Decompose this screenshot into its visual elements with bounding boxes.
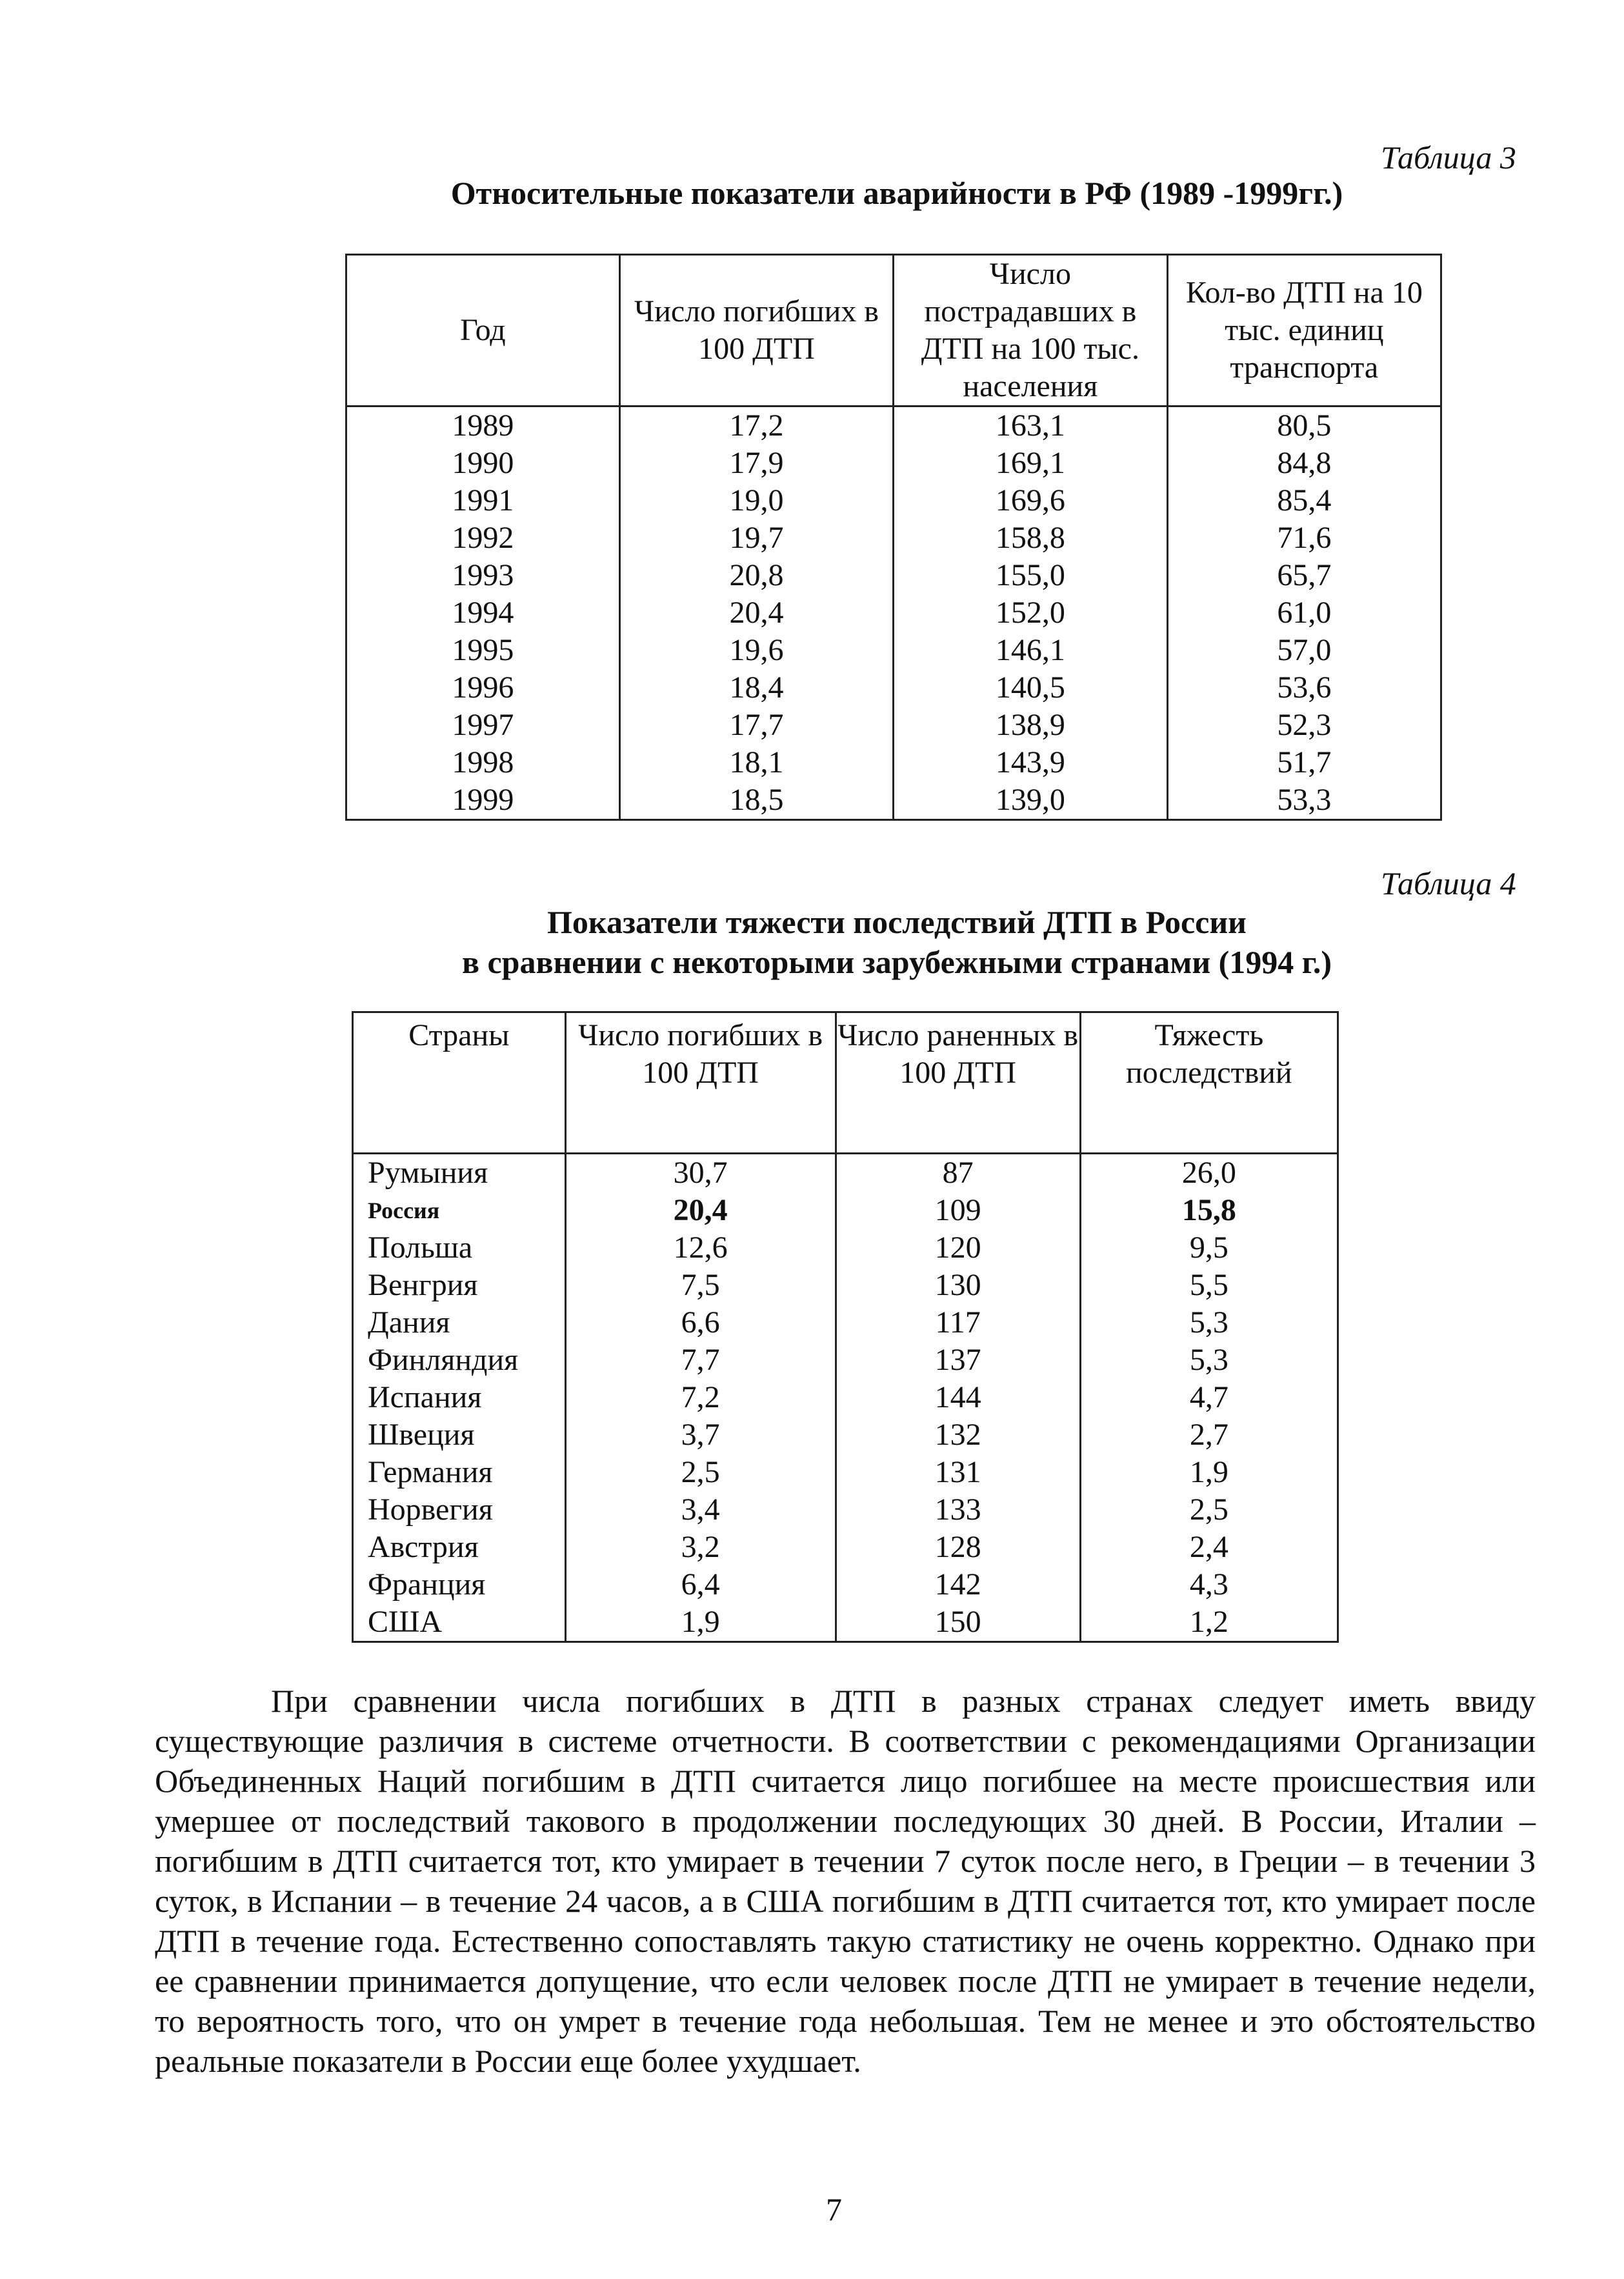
accidents-cell: 53,6 [1167,669,1441,707]
table-row [346,781,1441,820]
table-row [353,1304,1338,1341]
country-cell: Германия [353,1454,566,1491]
injured-cell: 152,0 [894,594,1168,632]
country-cell: Румыния [353,1154,566,1192]
deaths-cell: 6,6 [565,1304,836,1341]
injured-cell: 128 [836,1529,1080,1566]
injured-cell: 87 [836,1154,1080,1192]
injured-cell: 131 [836,1454,1080,1491]
table-row [346,744,1441,781]
table-row [346,594,1441,632]
year-cell: 1989 [346,407,620,445]
accidents-cell: 80,5 [1167,407,1441,445]
table4 [352,1011,1339,1643]
deaths-cell: 7,2 [565,1379,836,1416]
deaths-cell: 2,5 [565,1454,836,1491]
table-row [353,1603,1338,1642]
table4-header-country: Страны [353,1012,566,1154]
table-row [353,1154,1338,1192]
accidents-cell: 84,8 [1167,445,1441,482]
table3-caption: Таблица 3 [1381,139,1516,176]
country-cell: США [353,1603,566,1642]
table3 [345,254,1442,821]
deaths-cell: 18,1 [619,744,893,781]
deaths-cell: 30,7 [565,1154,836,1192]
table-row [353,1267,1338,1304]
country-cell: Испания [353,1379,566,1416]
table4-title-line2: в сравнении с некоторыми зарубежными странами (1994 г.) [461,944,1332,980]
year-cell: 1996 [346,669,620,707]
year-cell: 1993 [346,557,620,594]
injured-cell: 109 [836,1192,1080,1229]
country-cell: Норвегия [353,1491,566,1529]
country-cell: Финляндия [353,1341,566,1379]
injured-cell: 146,1 [894,632,1168,669]
severity-cell: 5,3 [1080,1341,1338,1379]
deaths-cell: 18,4 [619,669,893,707]
year-cell: 1997 [346,707,620,744]
deaths-cell: 1,9 [565,1603,836,1642]
table-row [353,1229,1338,1267]
injured-cell: 117 [836,1304,1080,1341]
deaths-cell: 7,7 [565,1341,836,1379]
table-row [346,557,1441,594]
table-row [353,1566,1338,1603]
accidents-cell: 85,4 [1167,482,1441,519]
injured-cell: 133 [836,1491,1080,1529]
country-cell: Венгрия [353,1267,566,1304]
deaths-cell: 20,4 [565,1192,836,1229]
table-row [353,1416,1338,1454]
severity-cell: 2,7 [1080,1416,1338,1454]
severity-cell: 4,3 [1080,1566,1338,1603]
table4-header-row [353,1012,1338,1154]
deaths-cell: 7,5 [565,1267,836,1304]
country-cell: Франция [353,1566,566,1603]
injured-cell: 130 [836,1267,1080,1304]
deaths-cell: 20,4 [619,594,893,632]
table-row [346,445,1441,482]
deaths-cell: 17,9 [619,445,893,482]
severity-cell: 15,8 [1080,1192,1338,1229]
injured-cell: 138,9 [894,707,1168,744]
severity-cell: 5,5 [1080,1267,1338,1304]
deaths-cell: 20,8 [619,557,893,594]
severity-cell: 9,5 [1080,1229,1338,1267]
table-row [353,1379,1338,1416]
country-cell: Польша [353,1229,566,1267]
table-row [346,632,1441,669]
deaths-cell: 17,2 [619,407,893,445]
table-row [346,407,1441,445]
injured-cell: 143,9 [894,744,1168,781]
severity-cell: 1,2 [1080,1603,1338,1642]
year-cell: 1991 [346,482,620,519]
deaths-cell: 12,6 [565,1229,836,1267]
table3-header-injured: Число пострадавших в ДТП на 100 тыс. населения [894,255,1168,407]
injured-cell: 163,1 [894,407,1168,445]
year-cell: 1998 [346,744,620,781]
year-cell: 1994 [346,594,620,632]
injured-cell: 155,0 [894,557,1168,594]
table3-header-deaths: Число погибших в 100 ДТП [619,255,893,407]
severity-cell: 1,9 [1080,1454,1338,1491]
injured-cell: 150 [836,1603,1080,1642]
table3-header-accidents: Кол-во ДТП на 10 тыс. единиц транспорта [1167,255,1441,407]
injured-cell: 144 [836,1379,1080,1416]
table4-title [323,902,1471,982]
accidents-cell: 51,7 [1167,744,1441,781]
country-cell: Дания [353,1304,566,1341]
country-cell: Австрия [353,1529,566,1566]
year-cell: 1992 [346,519,620,557]
table4-header-deaths: Число погибших в 100 ДТП [565,1012,836,1154]
accidents-cell: 65,7 [1167,557,1441,594]
injured-cell: 142 [836,1566,1080,1603]
severity-cell: 4,7 [1080,1379,1338,1416]
injured-cell: 140,5 [894,669,1168,707]
deaths-cell: 3,4 [565,1491,836,1529]
deaths-cell: 19,7 [619,519,893,557]
table-row [353,1192,1338,1229]
deaths-cell: 3,7 [565,1416,836,1454]
injured-cell: 158,8 [894,519,1168,557]
table4-header-injured: Число раненных в 100 ДТП [836,1012,1080,1154]
deaths-cell: 19,6 [619,632,893,669]
deaths-cell: 6,4 [565,1566,836,1603]
severity-cell: 2,4 [1080,1529,1338,1566]
table4-caption: Таблица 4 [1381,865,1516,901]
country-cell: Россия [353,1192,566,1229]
severity-cell: 26,0 [1080,1154,1338,1192]
deaths-cell: 18,5 [619,781,893,820]
injured-cell: 139,0 [894,781,1168,820]
page-number: 7 [826,2191,842,2227]
severity-cell: 2,5 [1080,1491,1338,1529]
accidents-cell: 53,3 [1167,781,1441,820]
injured-cell: 169,6 [894,482,1168,519]
injured-cell: 169,1 [894,445,1168,482]
table3-title: Относительные показатели аварийности в РФ (1989 -1999гг.) [450,175,1343,211]
deaths-cell: 3,2 [565,1529,836,1566]
year-cell: 1990 [346,445,620,482]
accidents-cell: 57,0 [1167,632,1441,669]
table-row [353,1491,1338,1529]
deaths-cell: 19,0 [619,482,893,519]
year-cell: 1995 [346,632,620,669]
accidents-cell: 61,0 [1167,594,1441,632]
injured-cell: 132 [836,1416,1080,1454]
table4-header-severity: Тяжесть последствий [1080,1012,1338,1154]
table-row [353,1341,1338,1379]
table-row [353,1529,1338,1566]
accidents-cell: 71,6 [1167,519,1441,557]
deaths-cell: 17,7 [619,707,893,744]
table-row [346,519,1441,557]
table-row [346,707,1441,744]
severity-cell: 5,3 [1080,1304,1338,1341]
year-cell: 1999 [346,781,620,820]
table-row [353,1454,1338,1491]
country-cell: Швеция [353,1416,566,1454]
injured-cell: 137 [836,1341,1080,1379]
injured-cell: 120 [836,1229,1080,1267]
table-row [346,669,1441,707]
accidents-cell: 52,3 [1167,707,1441,744]
table-row [346,482,1441,519]
table3-header-year: Год [346,255,620,407]
body-paragraph: При сравнении числа погибших в ДТП в разных странах следует иметь ввиду существующие различия в системе отчетности. В соответствии с рекомендациями Организации Объединенных Наций погибшим в ДТП считается лицо погибшее на месте происшествия или умершее от последствий такового в продолжении последующих 30 дней. В России, Италии – погибшим в ДТП считается тот, кто умирает в течении 7 суток после него, в Греции – в течении 3 суток, в Испании – в течение 24 часов, а в США погибшим в ДТП считается тот, кто умирает после ДТП в течение года. Естественно сопоставлять такую статистику не очень корректно. Однако при ее сравнении принимается допущение, что если человек после ДТП не умирает в течение недели, то вероятность того, что он умрет в течение года небольшая. Тем не менее и это обстоятельство реальные показатели в России еще более ухудшает. [155,1683,1536,2079]
table4-title-line1: Показатели тяжести последствий ДТП в России [547,904,1247,940]
table3-header-row [346,255,1441,407]
